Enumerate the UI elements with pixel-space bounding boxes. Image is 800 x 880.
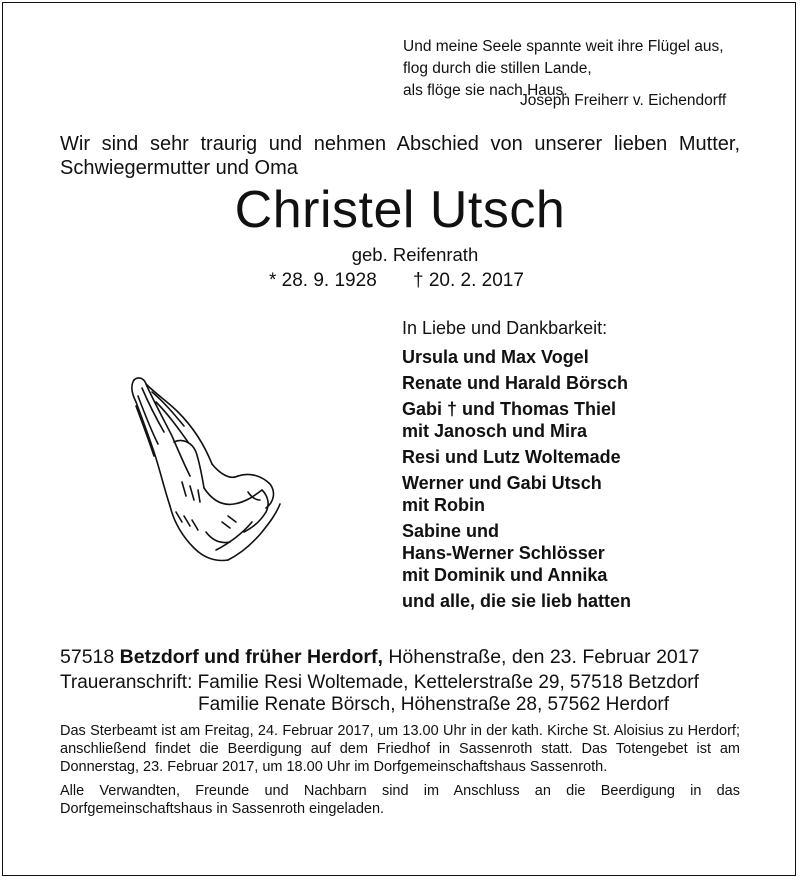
poem-author: Joseph Freiherr v. Eichendorff [520, 92, 727, 109]
place-name: Betzdorf und früher Herdorf, [119, 646, 383, 668]
mourner-entry [402, 520, 631, 586]
mourner-line: Gabi † und Thomas Thiel [402, 399, 617, 419]
mourner-line: Werner und Gabi Utsch [402, 473, 602, 493]
poem-line: als flöge sie nach Haus. [403, 82, 568, 99]
mourner-entry [402, 472, 631, 516]
mourner-entry [402, 398, 631, 442]
mourner-line: mit Dominik und Annika [402, 565, 608, 585]
intro-text: Wir sind sehr traurig und nehmen Abschied von unserer lieben Mutter, Schwiegermutter und Oma [60, 133, 740, 179]
poem-line: Und meine Seele spannte weit ihre Flügel aus, [403, 38, 724, 55]
poem-line: flog durch die stillen Lande, [403, 60, 592, 77]
mourner-entry [402, 446, 631, 468]
mourner-line: Resi und Lutz Woltemade [402, 447, 621, 467]
mourner-line: Ursula und Max Vogel [402, 347, 589, 367]
mourner-line: Sabine und [402, 521, 500, 541]
mourner-entry [402, 346, 631, 368]
location-date-line [60, 646, 699, 669]
mourner-line: Hans-Werner Schlösser [402, 543, 605, 563]
death-date: † 20. 2. 2017 [413, 270, 524, 291]
mourners-heading: In Liebe und Dankbarkeit: [402, 318, 608, 338]
condolence-address-1: Traueranschrift: Familie Resi Woltemade, Kettelerstraße 29, 57518 Betzdorf [60, 672, 699, 693]
deceased-name: Christel Utsch [234, 181, 566, 239]
zip-code: 57518 [60, 646, 115, 668]
mourner-line: mit Robin [402, 495, 485, 515]
praying-hands-icon [112, 372, 292, 572]
condolence-address-2: Familie Renate Börsch, Höhenstraße 28, 57562 Herdorf [198, 694, 670, 715]
street-date: Höhenstraße, den 23. Februar 2017 [388, 646, 700, 668]
mourner-line: mit Janosch und Mira [402, 421, 588, 441]
maiden-name: geb. Reifenrath [351, 244, 479, 265]
mourner-line: und alle, die sie lieb hatten [402, 591, 632, 611]
mourner-line: Renate und Harald Börsch [402, 373, 629, 393]
service-notes [60, 722, 740, 824]
service-paragraph: Das Sterbeamt ist am Freitag, 24. Februar 2017, um 13.00 Uhr in der kath. Kirche St. Aloisius zu Herdorf; anschließend findet die Beerdigung auf dem Friedhof in Sassenroth statt. Das Totengebet ist am Donnerstag, 23. Februar 2017, um 18.00 Uhr im Dorfgemeinschaftshaus Sassenroth. [60, 723, 740, 775]
invitation-paragraph: Alle Verwandten, Freunde und Nachbarn sind im Anschluss an die Beerdigung in das Dorfgemeinschaftshaus in Sassenroth eingeladen. [60, 783, 740, 817]
mourner-entry [402, 590, 631, 612]
mourner-entry [402, 372, 631, 394]
mourners-list [402, 346, 631, 616]
birth-date: * 28. 9. 1928 [269, 270, 377, 291]
